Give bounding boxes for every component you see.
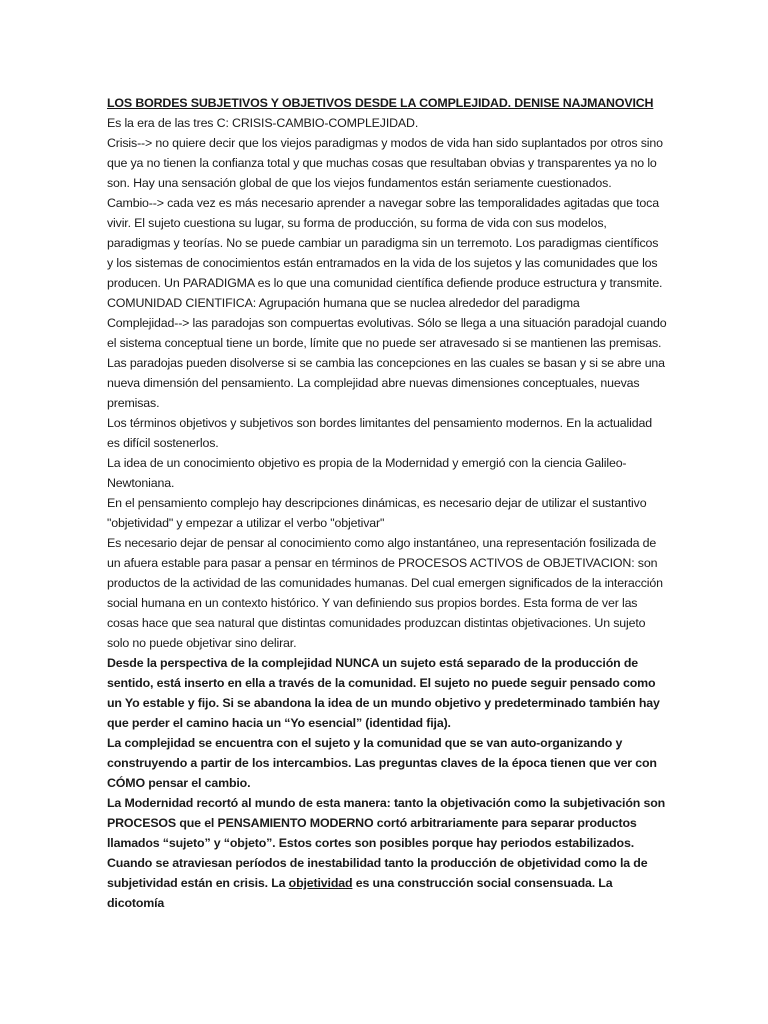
- paragraph-pensamiento-complejo: En el pensamiento complejo hay descripciones dinámicas, es necesario dejar de utilizar el sustantivo "objetividad" y empezar a utilizar el verbo "objetivar": [107, 496, 647, 530]
- paragraph-recorte-moderno: La Modernidad recortó al mundo de esta manera: tanto la objetivación como la subjetivación son PROCESOS que el PENSAMIENTO MODERNO cortó arbitrariamente para separar productos llamados “sujeto” y “objeto”. Estos cortes son posibles porque hay periodos estabilizados.: [107, 796, 666, 850]
- paragraph-complejidad: Complejidad--> las paradojas son compuertas evolutivas. Sólo se llega a una situación paradojal cuando el sistema conceptual tiene un borde, límite que no puede ser atravesado si se mantienen las premisas. Las paradojas pueden disolverse si se cambia las concepciones en las cuales se basan y si se abre una nueva dimensión del pensamiento. La complejidad abre nuevas dimensiones conceptuales, nuevas premisas.: [107, 316, 667, 410]
- paragraph-era: Es la era de las tres C: CRISIS-CAMBIO-COMPLEJIDAD.: [107, 116, 419, 130]
- paragraph-cambio: Cambio--> cada vez es más necesario aprender a navegar sobre las temporalidades agitadas que toca vivir. El sujeto cuestiona su lugar, su forma de producción, su forma de vida con sus modelos, paradigmas y teorías. No se puede cambiar un paradigma sin un terremoto. Los paradigmas científicos y los sistemas de conocimientos están entramados en la vida de los sujetos y las comunidades que los producen. Un PARADIGMA es lo que una comunidad científica defiende produce estructura y transmite. COMUNIDAD CIENTIFICA: Agrupación humana que se nuclea alrededor del paradigma: [107, 196, 663, 310]
- paragraph-terminos: Los términos objetivos y subjetivos son bordes limitantes del pensamiento modernos. En la actualidad es difícil sostenerlos.: [107, 416, 652, 450]
- paragraph-modernidad: La idea de un conocimiento objetivo es propia de la Modernidad y emergió con la ciencia Galileo-Newtoniana.: [107, 456, 627, 490]
- underlined-word-objetividad: objetividad: [288, 876, 353, 890]
- document-body: [107, 93, 667, 913]
- paragraph-procesos-activos: Es necesario dejar de pensar al conocimiento como algo instantáneo, una representación fosilizada de un afuera estable para pasar a pensar en términos de PROCESOS ACTIVOS de OBJETIVACION: son productos de la actividad de las comunidades humanas. Del cual emergen significados de la interacción social humana en un contexto histórico. Y van definiendo sus propios bordes. Esta forma de ver las cosas hace que sea natural que distintas comunidades produzcan distintas objetivaciones. Un sujeto solo no puede objetivar sino delirar.: [107, 536, 663, 650]
- document-title: LOS BORDES SUBJETIVOS Y OBJETIVOS DESDE LA COMPLEJIDAD. DENISE NAJMANOVICH: [107, 96, 654, 110]
- paragraph-inestabilidad: [107, 853, 667, 913]
- paragraph-inestabilidad-after: es una construcción social consensuada. La dicotomía: [107, 876, 613, 910]
- paragraph-crisis: Crisis--> no quiere decir que los viejos paradigmas y modos de vida han sido suplantados por otros sino que ya no tienen la confianza total y que muchas cosas que resultaban obvias y transparentes ya no lo son. Hay una sensación global de que los viejos fundamentos están seriamente cuestionados.: [107, 136, 663, 190]
- paragraph-auto-organizacion: La complejidad se encuentra con el sujeto y la comunidad que se van auto-organizando y construyendo a partir de los intercambios. Las preguntas claves de la época tienen que ver con CÓMO pensar el cambio.: [107, 736, 657, 790]
- paragraph-inestabilidad-before: Cuando se atraviesan períodos de inestabilidad tanto la producción de objetividad como la de subjetividad están en crisis. La: [107, 856, 648, 890]
- paragraph-perspectiva: Desde la perspectiva de la complejidad NUNCA un sujeto está separado de la producción de sentido, está inserto en ella a través de la comunidad. El sujeto no puede seguir pensado como un Yo estable y fijo. Si se abandona la idea de un mundo objetivo y predeterminado también hay que perder el camino hacia un “Yo esencial” (identidad fija).: [107, 656, 660, 730]
